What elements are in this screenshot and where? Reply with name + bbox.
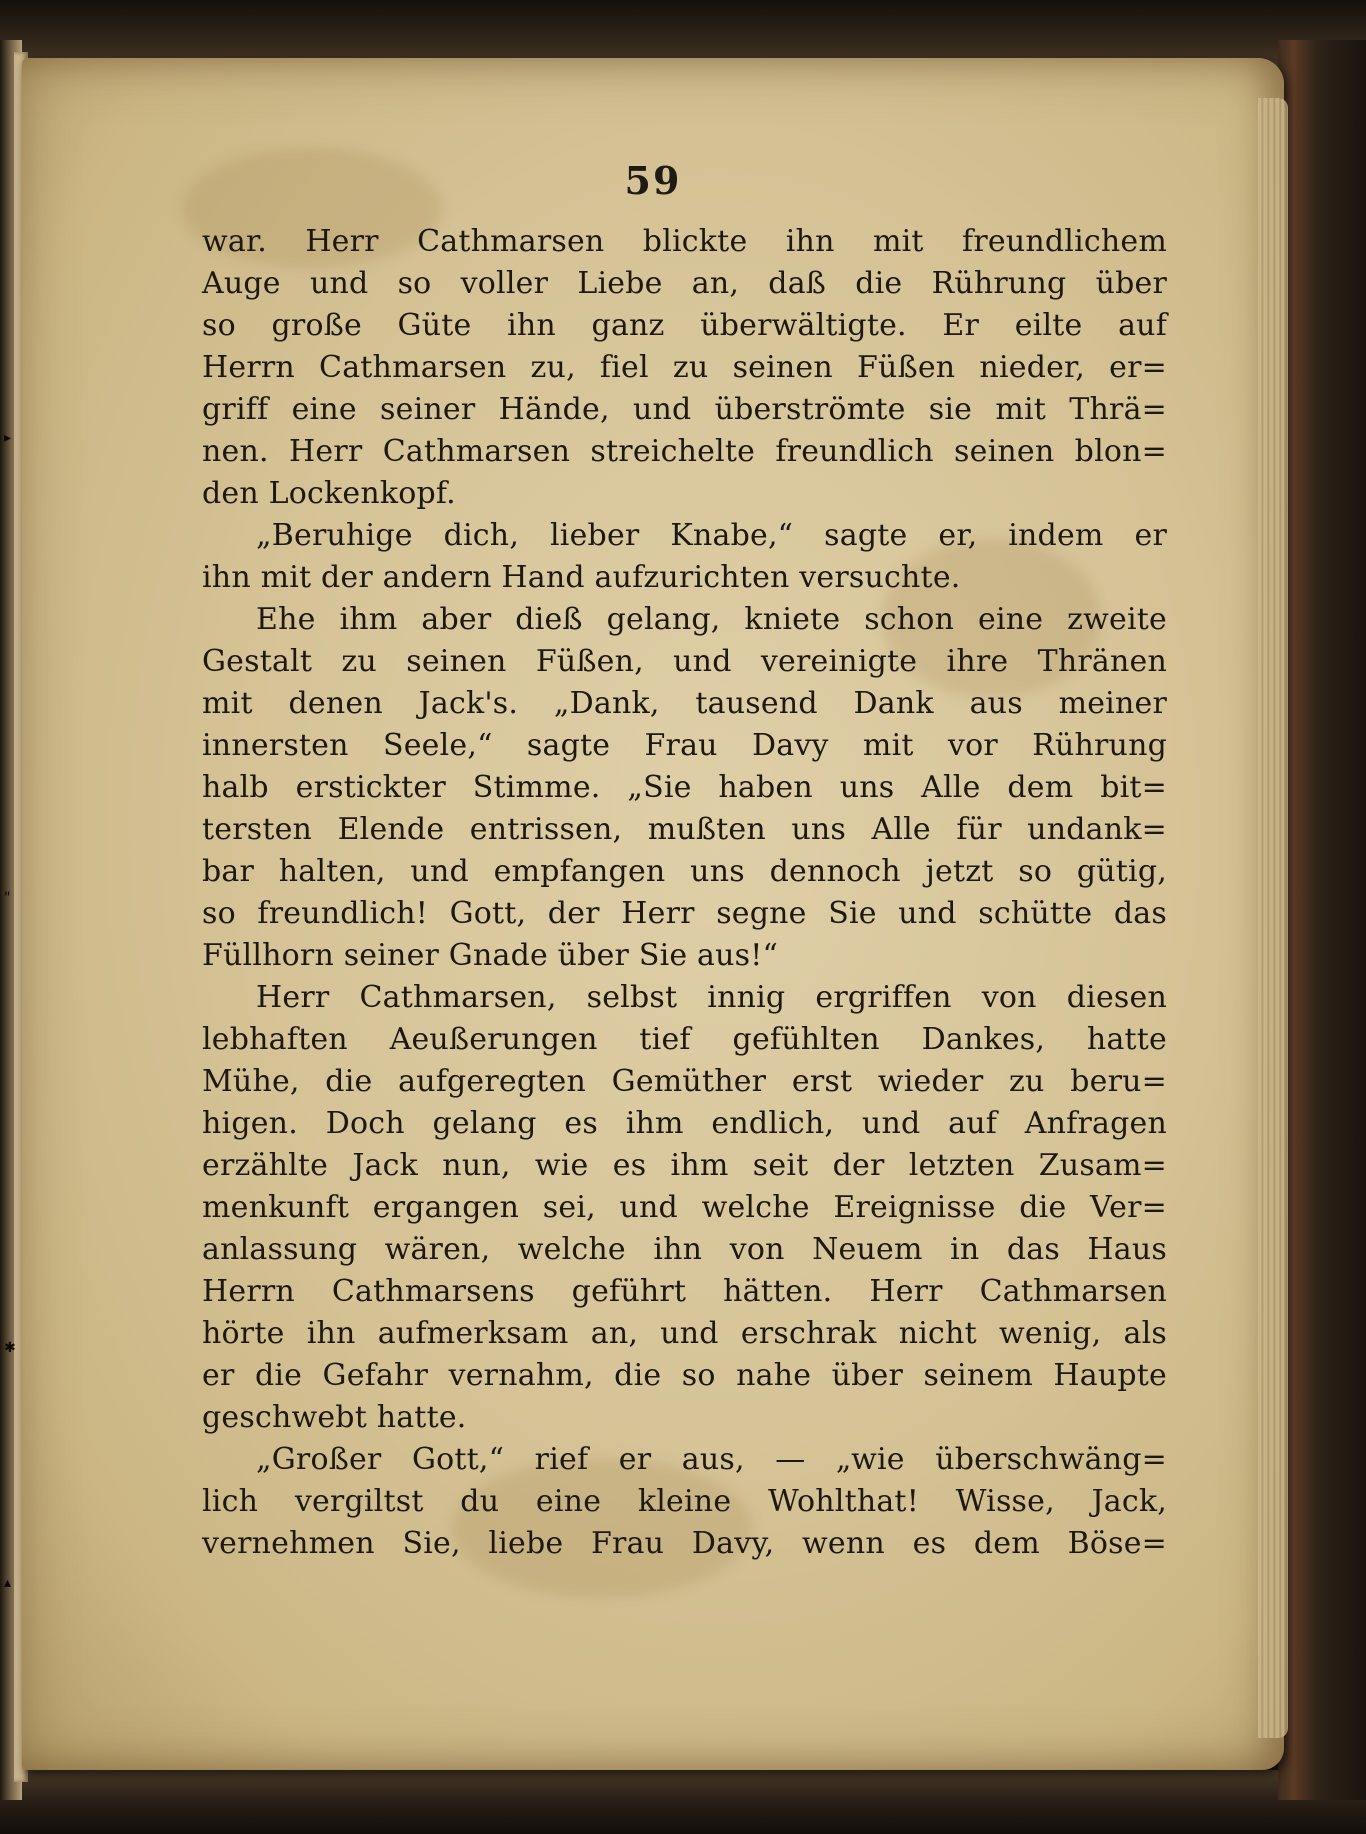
body-text	[202, 221, 1167, 1565]
margin-mark: ▸	[4, 430, 12, 446]
cover-right-edge	[1278, 40, 1366, 1800]
text-line: „Großer Gott,“ rief er aus, — „wie überschwäng=	[256, 1442, 1167, 1477]
page-number: 59	[624, 158, 682, 203]
text-line: ihn mit der andern Hand aufzurichten versuchte.	[202, 560, 961, 595]
text-line: so große Güte ihn ganz überwältigte. Er eilte auf	[202, 308, 1167, 343]
text-line: „Beruhige dich, lieber Knabe,“ sagte er, indem er	[256, 518, 1167, 553]
text-line: bar halten, und empfangen uns dennoch jetzt so gütig,	[202, 854, 1167, 889]
margin-mark: "	[4, 890, 11, 906]
text-line: nen. Herr Cathmarsen streichelte freundlich seinen blon=	[202, 434, 1167, 469]
text-line: so freundlich! Gott, der Herr segne Sie und schütte das	[202, 896, 1167, 931]
text-line: tersten Elende entrissen, mußten uns Alle für undank=	[202, 812, 1167, 847]
text-line: Herrn Cathmarsens geführt hätten. Herr Cathmarsen	[202, 1274, 1167, 1309]
text-line: lich vergiltst du eine kleine Wohlthat! Wisse, Jack,	[202, 1484, 1167, 1519]
text-line: den Lockenkopf.	[202, 476, 456, 511]
text-line: menkunft ergangen sei, und welche Ereignisse die Ver=	[202, 1190, 1167, 1225]
text-line: Auge und so voller Liebe an, daß die Rührung über	[202, 266, 1167, 301]
text-line: innersten Seele,“ sagte Frau Davy mit vor Rührung	[202, 728, 1167, 763]
margin-mark: ✱	[4, 1340, 16, 1356]
text-line: Herr Cathmarsen, selbst innig ergriffen von diesen	[256, 980, 1167, 1015]
text-line: halb erstickter Stimme. „Sie haben uns Alle dem bit=	[202, 770, 1167, 805]
text-line: griff eine seiner Hände, und überströmte sie mit Thrä=	[202, 392, 1167, 427]
text-line: hörte ihn aufmerksam an, und erschrak nicht wenig, als	[202, 1316, 1167, 1351]
text-line: erzählte Jack nun, wie es ihm seit der letzten Zusam=	[202, 1148, 1167, 1183]
book-page	[22, 58, 1284, 1770]
text-line: Mühe, die aufgeregten Gemüther erst wieder zu beru=	[202, 1064, 1167, 1099]
text-line: geschwebt hatte.	[202, 1400, 467, 1435]
text-line: Gestalt zu seinen Füßen, und vereinigte ihre Thränen	[202, 644, 1167, 679]
text-line: anlassung wären, welche ihn von Neuem in das Haus	[202, 1232, 1167, 1267]
margin-mark: ▴	[4, 1575, 12, 1591]
text-line: Füllhorn seiner Gnade über Sie aus!“	[202, 938, 779, 973]
text-line: Ehe ihm aber dieß gelang, kniete schon eine zweite	[256, 602, 1167, 637]
cover-bottom-edge	[0, 1770, 1366, 1834]
text-line: Herrn Cathmarsen zu, fiel zu seinen Füßen nieder, er=	[202, 350, 1167, 385]
text-line: mit denen Jack's. „Dank, tausend Dank aus meiner	[202, 686, 1167, 721]
text-line: higen. Doch gelang es ihm endlich, und auf Anfragen	[202, 1106, 1167, 1141]
text-line: er die Gefahr vernahm, die so nahe über seinem Haupte	[202, 1358, 1167, 1393]
text-line: war. Herr Cathmarsen blickte ihn mit freundlichem	[202, 224, 1167, 259]
text-line: vernehmen Sie, liebe Frau Davy, wenn es dem Böse=	[202, 1526, 1167, 1561]
page-stack-edge	[1258, 98, 1288, 1738]
text-line: lebhaften Aeußerungen tief gefühlten Dankes, hatte	[202, 1022, 1167, 1057]
